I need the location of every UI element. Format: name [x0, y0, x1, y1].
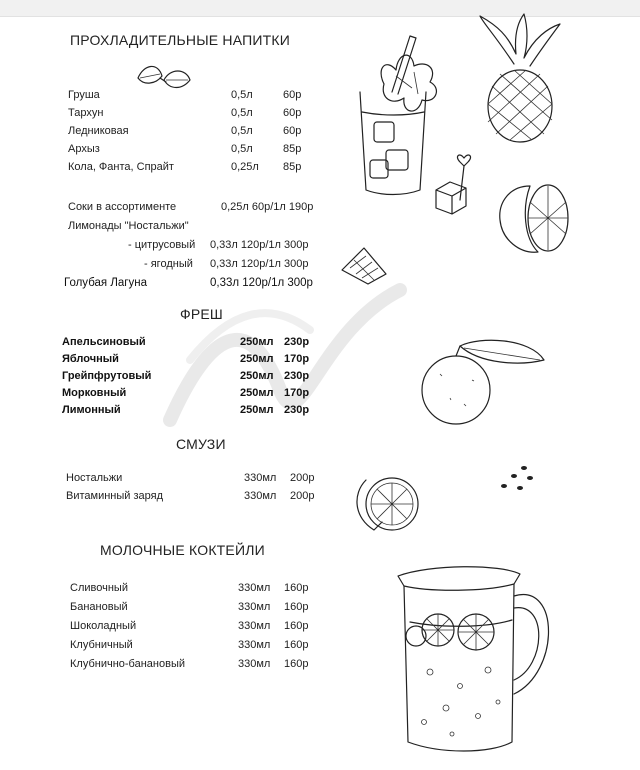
- item-size: 330мл: [244, 490, 277, 502]
- item-size: 0,5л: [231, 89, 253, 101]
- item-name: Грейпфрутовый: [62, 370, 152, 382]
- item-name: Яблочный: [62, 353, 119, 365]
- item-size: 250мл: [240, 336, 274, 348]
- item-price: 170р: [284, 353, 310, 365]
- item-price: 0,25л 60р/1л 190р: [221, 201, 314, 213]
- item-name: Витаминный заряд: [66, 490, 164, 502]
- item-size: 330мл: [244, 472, 277, 484]
- citrus-slice-icon: [352, 472, 422, 536]
- item-name: Голубая Лагуна: [64, 277, 147, 289]
- item-size: 0,5л: [231, 107, 253, 119]
- item-name: Кола, Фанта, Спрайт: [68, 161, 174, 173]
- item-price: 230р: [284, 404, 310, 416]
- item-price: 230р: [284, 370, 310, 382]
- item-price: 85р: [283, 143, 302, 155]
- item-name: Архыз: [68, 143, 100, 155]
- item-price: 60р: [283, 125, 302, 137]
- item-price: 60р: [283, 107, 302, 119]
- item-name: Ледниковая: [68, 125, 129, 137]
- item-name: Морковный: [62, 387, 127, 399]
- item-name: - ягодный: [144, 258, 193, 270]
- item-size: 330мл: [238, 620, 271, 632]
- item-name: Лимонады "Ностальжи": [68, 220, 189, 232]
- item-price: 0,33л 120р/1л 300р: [210, 239, 309, 251]
- item-price: 160р: [284, 658, 309, 670]
- pineapple-icon: [474, 14, 564, 144]
- item-name: Сливочный: [70, 582, 128, 594]
- item-price: 160р: [284, 601, 309, 613]
- section-title-fresh: ФРЕШ: [180, 306, 223, 322]
- item-price: 60р: [283, 89, 302, 101]
- pineapple-cube-icon: [430, 150, 490, 218]
- item-price: 160р: [284, 620, 309, 632]
- pineapple-slice-icon: [340, 246, 390, 286]
- item-size: 250мл: [240, 370, 274, 382]
- section-title-milk: МОЛОЧНЫЕ КОКТЕЙЛИ: [100, 542, 265, 558]
- item-name: Тархун: [68, 107, 104, 119]
- pitcher-icon: [390, 562, 565, 762]
- item-price: 160р: [284, 639, 309, 651]
- item-size: 0,5л: [231, 143, 253, 155]
- item-size: 250мл: [240, 387, 274, 399]
- item-name: Апельсиновый: [62, 336, 146, 348]
- item-price: 160р: [284, 582, 309, 594]
- item-size: 250мл: [240, 353, 274, 365]
- item-price: 0,33л 120р/1л 300р: [210, 258, 309, 270]
- lemon-half-icon: [494, 178, 574, 258]
- orange-icon: [420, 334, 550, 429]
- item-name: Шоколадный: [70, 620, 137, 632]
- section-title-cold: ПРОХЛАДИТЕЛЬНЫЕ НАПИТКИ: [70, 32, 291, 48]
- item-size: 330мл: [238, 639, 271, 651]
- item-name: Груша: [68, 89, 100, 101]
- item-price: 230р: [284, 336, 310, 348]
- item-size: 330мл: [238, 658, 271, 670]
- item-size: 0,25л: [231, 161, 259, 173]
- item-price: 170р: [284, 387, 310, 399]
- item-price: 0,33л 120р/1л 300р: [210, 277, 313, 289]
- item-name: Лимонный: [62, 404, 121, 416]
- item-name: Клубничный: [70, 639, 133, 651]
- item-size: 0,5л: [231, 125, 253, 137]
- item-price: 200р: [290, 490, 315, 502]
- item-name: Клубнично-банановый: [70, 658, 186, 670]
- item-size: 250мл: [240, 404, 274, 416]
- item-size: 330мл: [238, 601, 271, 613]
- section-title-smoothie: СМУЗИ: [176, 436, 226, 452]
- item-price: 85р: [283, 161, 302, 173]
- item-price: 200р: [290, 472, 315, 484]
- item-name: Банановый: [70, 601, 128, 613]
- item-name: Соки в ассортименте: [68, 201, 177, 213]
- item-name: Ностальжи: [66, 472, 123, 484]
- basil-leaves-icon: [134, 60, 194, 96]
- seeds-icon: [494, 462, 542, 498]
- item-size: 330мл: [238, 582, 271, 594]
- item-name: - цитрусовый: [128, 239, 196, 251]
